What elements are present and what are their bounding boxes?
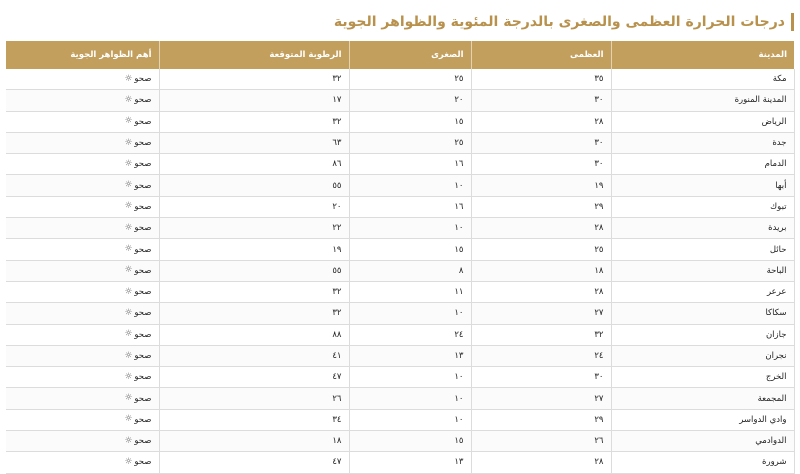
- sun-icon: ☼: [124, 393, 133, 404]
- cell-city: الدوادمي: [611, 431, 794, 452]
- cell-humidity: ٢٠: [159, 196, 349, 217]
- weather-condition: [124, 351, 151, 361]
- cell-max: ٣٠: [471, 154, 611, 175]
- cell-max: ١٨: [471, 260, 611, 281]
- cell-weather: [6, 132, 159, 153]
- cell-city: الخرج: [611, 367, 794, 388]
- weather-text: صحو: [134, 436, 152, 447]
- cell-humidity: ٢٢: [159, 218, 349, 239]
- weather-text: صحو: [134, 223, 152, 234]
- cell-weather: [6, 196, 159, 217]
- sun-icon: ☼: [124, 73, 133, 84]
- cell-humidity: ١٩: [159, 239, 349, 260]
- cell-city: الرياض: [611, 111, 794, 132]
- weather-condition: [124, 308, 151, 318]
- cell-max: ٣٠: [471, 132, 611, 153]
- weather-condition: [124, 245, 151, 255]
- sun-icon: ☼: [124, 456, 133, 467]
- cell-humidity: ٥٥: [159, 260, 349, 281]
- weather-condition: [124, 74, 151, 84]
- sun-icon: ☼: [124, 435, 133, 446]
- cell-weather: [6, 239, 159, 260]
- cell-humidity: ١٨: [159, 431, 349, 452]
- table-header-row: [6, 41, 794, 69]
- cell-weather: [6, 154, 159, 175]
- cell-min: ٢٥: [349, 69, 471, 90]
- cell-max: ٢٨: [471, 281, 611, 302]
- weather-text: صحو: [134, 244, 152, 255]
- sun-icon: ☼: [124, 94, 133, 105]
- weather-text: صحو: [134, 138, 152, 149]
- weather-text: صحو: [134, 457, 152, 468]
- cell-city: نجران: [611, 345, 794, 366]
- cell-weather: [6, 409, 159, 430]
- weather-condition: [124, 330, 151, 340]
- cell-min: ١٠: [349, 175, 471, 196]
- sun-icon: ☼: [124, 286, 133, 297]
- table-body: [6, 69, 794, 473]
- cell-min: ١٥: [349, 239, 471, 260]
- table-row: [6, 260, 794, 281]
- weather-text: صحو: [134, 287, 152, 298]
- cell-humidity: ٤٧: [159, 452, 349, 473]
- section-header: [334, 12, 794, 32]
- cell-weather: [6, 324, 159, 345]
- sun-icon: ☼: [124, 371, 133, 382]
- weather-condition: [124, 415, 151, 425]
- header-max: العظمى: [471, 41, 611, 69]
- weather-text: صحو: [134, 116, 152, 127]
- table-row: [6, 196, 794, 217]
- cell-max: ٢٦: [471, 431, 611, 452]
- cell-city: الدمام: [611, 154, 794, 175]
- table-row: [6, 132, 794, 153]
- table-row: [6, 239, 794, 260]
- table-row: [6, 218, 794, 239]
- cell-max: ٢٥: [471, 239, 611, 260]
- cell-max: ٢٨: [471, 111, 611, 132]
- weather-text: صحو: [134, 265, 152, 276]
- weather-condition: [124, 95, 151, 105]
- weather-table: [6, 41, 795, 474]
- table-row: [6, 452, 794, 473]
- cell-min: ٢٠: [349, 90, 471, 111]
- cell-weather: [6, 281, 159, 302]
- cell-min: ١٣: [349, 452, 471, 473]
- weather-condition: [124, 223, 151, 233]
- cell-weather: [6, 175, 159, 196]
- cell-city: أبها: [611, 175, 794, 196]
- cell-weather: [6, 111, 159, 132]
- weather-condition: [124, 159, 151, 169]
- sun-icon: ☼: [124, 222, 133, 233]
- table-row: [6, 90, 794, 111]
- cell-min: ١٥: [349, 111, 471, 132]
- sun-icon: ☼: [124, 329, 133, 340]
- weather-text: صحو: [134, 159, 152, 170]
- cell-humidity: ٦٣: [159, 132, 349, 153]
- cell-humidity: ٢٦: [159, 388, 349, 409]
- table-row: [6, 111, 794, 132]
- weather-text: صحو: [134, 414, 152, 425]
- header-min: الصغرى: [349, 41, 471, 69]
- table-row: [6, 281, 794, 302]
- cell-humidity: ٣٢: [159, 111, 349, 132]
- cell-city: المجمعة: [611, 388, 794, 409]
- weather-condition: [124, 372, 151, 382]
- cell-max: ٣٠: [471, 367, 611, 388]
- cell-min: ١٠: [349, 367, 471, 388]
- cell-humidity: ٣٢: [159, 281, 349, 302]
- cell-min: ١٥: [349, 431, 471, 452]
- cell-min: ٢٤: [349, 324, 471, 345]
- table-row: [6, 409, 794, 430]
- cell-city: الباحة: [611, 260, 794, 281]
- header-humidity: الرطوبة المتوقعة: [159, 41, 349, 69]
- weather-condition: [124, 394, 151, 404]
- sun-icon: ☼: [124, 180, 133, 191]
- table-row: [6, 69, 794, 90]
- cell-weather: [6, 90, 159, 111]
- cell-max: ٣٢: [471, 324, 611, 345]
- table-row: [6, 154, 794, 175]
- weather-condition: [124, 138, 151, 148]
- cell-weather: [6, 431, 159, 452]
- cell-humidity: ٤٧: [159, 367, 349, 388]
- cell-max: ٣٠: [471, 90, 611, 111]
- cell-max: ٢٧: [471, 388, 611, 409]
- cell-weather: [6, 218, 159, 239]
- weather-condition: [124, 181, 151, 191]
- cell-weather: [6, 388, 159, 409]
- title-accent-bar: [791, 13, 794, 31]
- sun-icon: ☼: [124, 414, 133, 425]
- cell-weather: [6, 303, 159, 324]
- cell-city: شرورة: [611, 452, 794, 473]
- cell-humidity: ١٧: [159, 90, 349, 111]
- cell-min: ١١: [349, 281, 471, 302]
- page-title: درجات الحرارة العظمى والصغرى بالدرجة المئوية والظواهر الجوية: [333, 14, 785, 30]
- sun-icon: ☼: [124, 158, 133, 169]
- cell-humidity: ٨٦: [159, 154, 349, 175]
- weather-text: صحو: [134, 201, 152, 212]
- table-row: [6, 175, 794, 196]
- cell-max: ٢٨: [471, 218, 611, 239]
- weather-text: صحو: [134, 329, 152, 340]
- weather-condition: [124, 117, 151, 127]
- cell-humidity: ٣٢: [159, 69, 349, 90]
- cell-max: ٢٩: [471, 409, 611, 430]
- cell-city: عرعر: [611, 281, 794, 302]
- cell-min: ١٠: [349, 303, 471, 324]
- sun-icon: ☼: [124, 244, 133, 255]
- cell-weather: [6, 69, 159, 90]
- cell-city: المدينة المنورة: [611, 90, 794, 111]
- table-row: [6, 388, 794, 409]
- cell-weather: [6, 345, 159, 366]
- cell-weather: [6, 367, 159, 388]
- weather-text: صحو: [134, 393, 152, 404]
- sun-icon: ☼: [124, 350, 133, 361]
- header-weather: أهم الظواهر الجوية: [70, 50, 152, 60]
- cell-min: ١٠: [349, 388, 471, 409]
- cell-city: حائل: [611, 239, 794, 260]
- cell-city: وادي الدواسر: [611, 409, 794, 430]
- cell-weather: [6, 260, 159, 281]
- sun-icon: ☼: [124, 307, 133, 318]
- cell-min: ٨: [349, 260, 471, 281]
- cell-max: ١٩: [471, 175, 611, 196]
- cell-humidity: ٣٢: [159, 303, 349, 324]
- sun-icon: ☼: [124, 201, 133, 212]
- cell-max: ٢٧: [471, 303, 611, 324]
- weather-text: صحو: [134, 351, 152, 361]
- header-city: المدينة: [611, 41, 794, 69]
- table-row: [6, 324, 794, 345]
- cell-city: مكة: [611, 69, 794, 90]
- cell-city: تبوك: [611, 196, 794, 217]
- weather-text: صحو: [134, 372, 152, 383]
- cell-max: ٣٥: [471, 69, 611, 90]
- weather-text: صحو: [134, 308, 152, 319]
- sun-icon: ☼: [124, 137, 133, 148]
- weather-condition: [124, 287, 151, 297]
- sun-icon: ☼: [124, 116, 133, 127]
- cell-city: بريدة: [611, 218, 794, 239]
- cell-humidity: ٤١: [159, 345, 349, 366]
- cell-min: ١٠: [349, 218, 471, 239]
- cell-max: ٢٩: [471, 196, 611, 217]
- cell-weather: [6, 452, 159, 473]
- cell-min: ١٦: [349, 196, 471, 217]
- cell-max: ٢٨: [471, 452, 611, 473]
- weather-condition: [124, 202, 151, 212]
- cell-humidity: ٣٤: [159, 409, 349, 430]
- cell-city: جدة: [611, 132, 794, 153]
- cell-min: ١٦: [349, 154, 471, 175]
- weather-text: صحو: [134, 180, 152, 191]
- table-row: [6, 303, 794, 324]
- cell-min: ٢٥: [349, 132, 471, 153]
- sun-icon: ☼: [124, 265, 133, 276]
- weather-text: صحو: [134, 95, 152, 106]
- cell-max: ٢٤: [471, 345, 611, 366]
- weather-condition: [124, 266, 151, 276]
- cell-humidity: ٥٥: [159, 175, 349, 196]
- cell-min: ١٣: [349, 345, 471, 366]
- cell-city: سكاكا: [611, 303, 794, 324]
- weather-condition: [124, 436, 151, 446]
- weather-text: صحو: [134, 74, 152, 85]
- cell-min: ١٠: [349, 409, 471, 430]
- table-row: [6, 367, 794, 388]
- cell-humidity: ٨٨: [159, 324, 349, 345]
- weather-condition: [124, 457, 151, 467]
- cell-city: جازان: [611, 324, 794, 345]
- table-row: [6, 345, 794, 366]
- table-row: [6, 431, 794, 452]
